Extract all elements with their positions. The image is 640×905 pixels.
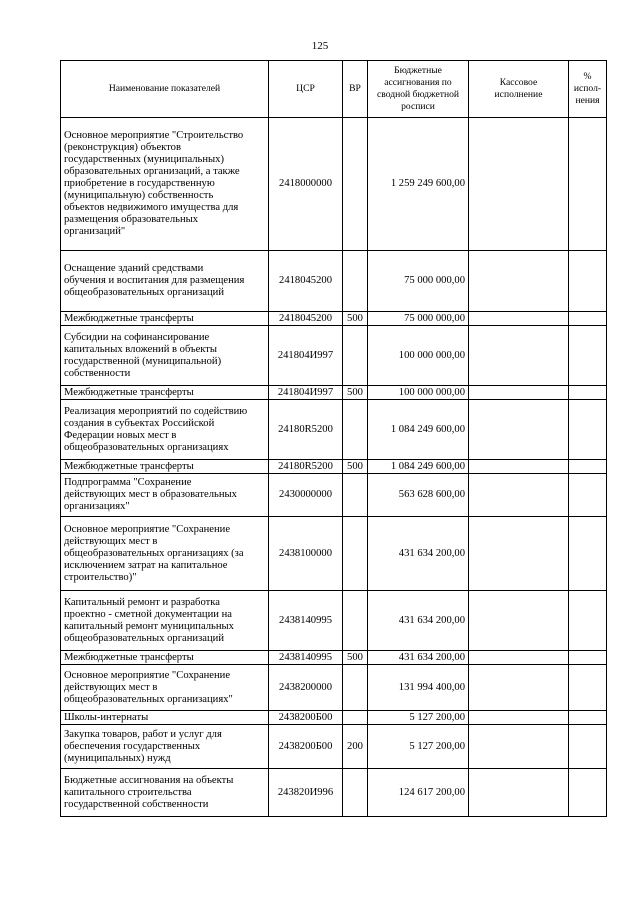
row-name	[61, 651, 269, 665]
name-line: Капитальный ремонт и разработка	[64, 596, 220, 608]
row-percent	[569, 326, 607, 386]
row-vr: 500	[343, 386, 368, 400]
table-row	[61, 118, 607, 251]
row-amount: 1 259 249 600,00	[368, 118, 469, 251]
row-name	[61, 474, 269, 517]
row-name	[61, 665, 269, 711]
row-csr: 2438200000	[269, 665, 343, 711]
row-execution	[469, 460, 569, 474]
row-name	[61, 517, 269, 591]
row-amount: 431 634 200,00	[368, 517, 469, 591]
row-execution	[469, 725, 569, 769]
table-row	[61, 386, 607, 400]
name-line: собственности	[64, 367, 131, 379]
name-line: общеобразовательных организациях	[64, 441, 229, 453]
row-csr: 2438140995	[269, 651, 343, 665]
row-execution	[469, 711, 569, 725]
name-line: Школы-интернаты	[64, 711, 149, 723]
name-line: общеобразовательных организациях (за	[64, 547, 244, 559]
row-amount: 100 000 000,00	[368, 386, 469, 400]
name-line: Основное мероприятие "Сохранение	[64, 669, 231, 681]
name-line: приобретение в государственную	[64, 178, 215, 189]
table-row	[61, 312, 607, 326]
row-execution	[469, 769, 569, 817]
row-csr: 2438100000	[269, 517, 343, 591]
row-vr	[343, 251, 368, 312]
name-line: строительство)"	[64, 571, 137, 583]
row-percent	[569, 725, 607, 769]
name-line: общеобразовательных организаций	[64, 632, 224, 644]
row-csr: 241804И997	[269, 326, 343, 386]
row-vr	[343, 474, 368, 517]
name-line: Оснащение зданий средствами	[64, 263, 204, 274]
header-budget-line: ассигнования по	[384, 77, 452, 88]
header-csr: ЦСР	[269, 61, 343, 118]
row-percent	[569, 711, 607, 725]
row-execution	[469, 517, 569, 591]
row-amount: 1 084 249 600,00	[368, 400, 469, 460]
row-percent	[569, 118, 607, 251]
name-line: (муниципальных) нужд	[64, 752, 171, 764]
row-amount: 431 634 200,00	[368, 591, 469, 651]
table-row	[61, 251, 607, 312]
table-row	[61, 474, 607, 517]
header-budget-line: сводной бюджетной	[376, 89, 460, 100]
row-vr: 500	[343, 651, 368, 665]
row-vr	[343, 400, 368, 460]
row-name	[61, 769, 269, 817]
name-line: размещения образовательных	[64, 214, 199, 225]
row-csr: 2418000000	[269, 118, 343, 251]
row-name	[61, 251, 269, 312]
row-percent	[569, 517, 607, 591]
table-row	[61, 725, 607, 769]
row-percent	[569, 474, 607, 517]
row-execution	[469, 474, 569, 517]
name-line: обучения и воспитания для размещения	[64, 275, 245, 286]
row-amount: 1 084 249 600,00	[368, 460, 469, 474]
row-amount: 75 000 000,00	[368, 312, 469, 326]
row-vr	[343, 118, 368, 251]
header-percent-line: испол-	[573, 83, 602, 94]
name-line: общеобразовательных организациях"	[64, 693, 233, 705]
row-csr: 24180R5200	[269, 460, 343, 474]
name-line: исключением затрат на капитальное	[64, 559, 228, 571]
name-line: общеобразовательных организаций	[64, 287, 224, 298]
table-row	[61, 591, 607, 651]
row-execution	[469, 251, 569, 312]
name-line: Межбюджетные трансферты	[64, 460, 194, 472]
row-execution	[469, 118, 569, 251]
row-vr	[343, 326, 368, 386]
row-execution	[469, 326, 569, 386]
name-line: капитальный ремонт муниципальных	[64, 620, 234, 632]
name-line: Закупка товаров, работ и услуг для	[64, 728, 222, 740]
name-line: образовательных организаций, а также	[64, 166, 240, 177]
header-percent-line: %	[583, 71, 592, 82]
row-name	[61, 591, 269, 651]
row-percent	[569, 460, 607, 474]
table-row	[61, 400, 607, 460]
table-row	[61, 326, 607, 386]
row-vr	[343, 711, 368, 725]
name-line: Межбюджетные трансферты	[64, 651, 194, 663]
row-vr	[343, 665, 368, 711]
name-line: Субсидии на софинансирование	[64, 331, 210, 343]
row-csr: 2418045200	[269, 312, 343, 326]
name-line: организациях"	[64, 501, 130, 512]
row-execution	[469, 312, 569, 326]
row-vr	[343, 517, 368, 591]
row-csr: 2438200Б00	[269, 725, 343, 769]
name-line: капитальных вложений в объекты	[64, 343, 218, 355]
name-line: (реконструкция) объектов	[64, 142, 181, 153]
row-amount: 100 000 000,00	[368, 326, 469, 386]
table-header-row	[61, 61, 607, 118]
name-line: капитального строительства	[64, 786, 192, 798]
row-amount: 124 617 200,00	[368, 769, 469, 817]
name-line: проектно - сметной документации на	[64, 608, 232, 620]
header-budget-line: Бюджетные	[394, 65, 442, 76]
row-csr: 243820И996	[269, 769, 343, 817]
row-execution	[469, 591, 569, 651]
row-name	[61, 326, 269, 386]
row-percent	[569, 386, 607, 400]
row-execution	[469, 400, 569, 460]
table-row	[61, 665, 607, 711]
row-name	[61, 400, 269, 460]
name-line: Федерации новых мест в	[64, 429, 177, 441]
row-percent	[569, 312, 607, 326]
header-execution-line: Кассовое	[499, 77, 538, 88]
row-amount: 563 628 600,00	[368, 474, 469, 517]
row-csr: 241804И997	[269, 386, 343, 400]
row-percent	[569, 591, 607, 651]
header-budget	[368, 61, 469, 118]
row-name	[61, 711, 269, 725]
name-line: действующих мест в	[64, 535, 158, 547]
name-line: государственных (муниципальных)	[64, 154, 224, 165]
row-csr: 2418045200	[269, 251, 343, 312]
row-execution	[469, 651, 569, 665]
row-execution	[469, 665, 569, 711]
row-csr: 24180R5200	[269, 400, 343, 460]
name-line: действующих мест в	[64, 681, 158, 693]
row-vr: 500	[343, 312, 368, 326]
row-name	[61, 386, 269, 400]
header-percent-line: нения	[575, 95, 600, 106]
row-amount: 5 127 200,00	[368, 725, 469, 769]
row-name	[61, 460, 269, 474]
row-name	[61, 312, 269, 326]
row-amount: 75 000 000,00	[368, 251, 469, 312]
name-line: Бюджетные ассигнования на объекты	[64, 774, 234, 786]
name-line: Подпрограмма "Сохранение	[64, 477, 192, 488]
row-percent	[569, 665, 607, 711]
name-line: государственной (муниципальной)	[64, 355, 222, 367]
row-amount: 431 634 200,00	[368, 651, 469, 665]
row-percent	[569, 251, 607, 312]
row-vr: 200	[343, 725, 368, 769]
name-line: Реализация мероприятий по содействию	[64, 405, 248, 417]
name-line: обеспечения государственных	[64, 740, 201, 752]
name-line: (муниципальную) собственность	[64, 190, 214, 201]
header-execution-line: исполнение	[494, 89, 543, 100]
row-percent	[569, 400, 607, 460]
budget-table	[60, 60, 607, 817]
name-line: создания в субъектах Российской	[64, 417, 215, 429]
name-line: государственной собственности	[64, 798, 209, 810]
row-csr: 2430000000	[269, 474, 343, 517]
name-line: организаций"	[64, 226, 126, 237]
row-name	[61, 725, 269, 769]
row-name	[61, 118, 269, 251]
header-execution	[469, 61, 569, 118]
row-amount: 5 127 200,00	[368, 711, 469, 725]
row-percent	[569, 651, 607, 665]
row-amount: 131 994 400,00	[368, 665, 469, 711]
row-csr: 2438200Б00	[269, 711, 343, 725]
name-line: Межбюджетные трансферты	[64, 386, 194, 398]
row-execution	[469, 386, 569, 400]
table-row	[61, 517, 607, 591]
name-line: Основное мероприятие "Сохранение	[64, 523, 231, 535]
table-row	[61, 711, 607, 725]
table-row	[61, 651, 607, 665]
name-line: действующих мест в образовательных	[64, 489, 237, 500]
header-vr: ВР	[343, 61, 368, 118]
row-csr: 2438140995	[269, 591, 343, 651]
row-vr	[343, 591, 368, 651]
page-number: 125	[311, 40, 329, 52]
row-vr	[343, 769, 368, 817]
name-line: Основное мероприятие "Строительство	[64, 130, 244, 141]
name-line: Межбюджетные трансферты	[64, 312, 194, 324]
header-budget-line: росписи	[401, 101, 435, 112]
row-vr: 500	[343, 460, 368, 474]
table-row	[61, 460, 607, 474]
row-percent	[569, 769, 607, 817]
name-line: объектов недвижимого имущества для	[64, 202, 239, 213]
header-percent	[569, 61, 607, 118]
header-name: Наименование показателей	[61, 61, 269, 118]
table-row	[61, 769, 607, 817]
